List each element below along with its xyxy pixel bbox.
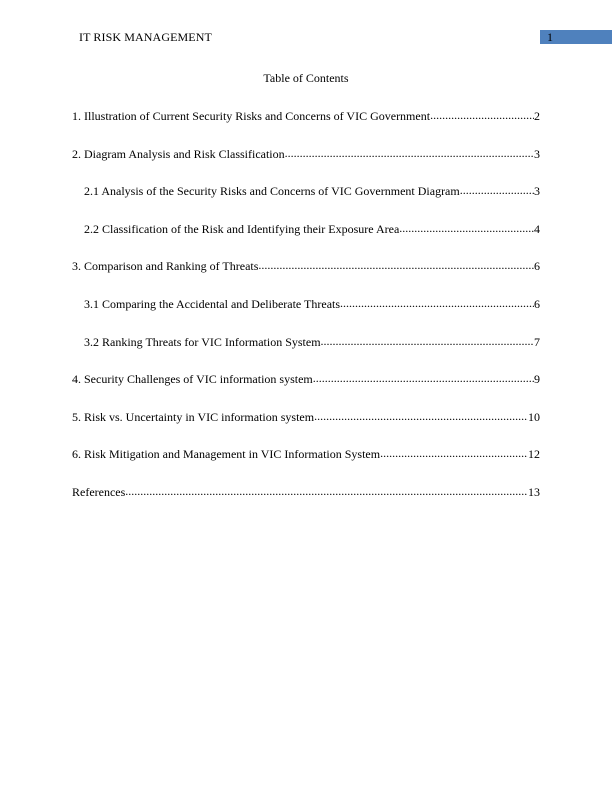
toc-entry-text: 3.2 Ranking Threats for VIC Information System bbox=[84, 334, 321, 349]
toc-entry-page: 9 bbox=[534, 372, 540, 387]
toc-entry-text: 3.1 Comparing the Accidental and Deliberate Threats bbox=[84, 296, 341, 311]
toc-entry[interactable] bbox=[72, 222, 540, 236]
toc-dot-leader bbox=[314, 409, 528, 423]
page-number: 1 bbox=[547, 30, 553, 44]
table-of-contents bbox=[72, 109, 540, 523]
toc-entry-page: 7 bbox=[534, 334, 540, 349]
toc-entry-page: 10 bbox=[528, 409, 540, 424]
toc-entry[interactable] bbox=[72, 297, 540, 311]
toc-entry-text: 2.1 Analysis of the Security Risks and Concerns of VIC Government Diagram bbox=[84, 184, 460, 199]
toc-entry-page: 13 bbox=[528, 484, 540, 499]
toc-entry-page: 4 bbox=[534, 221, 540, 236]
running-head: IT RISK MANAGEMENT bbox=[79, 30, 212, 44]
toc-entry[interactable] bbox=[72, 109, 540, 123]
toc-entry-page: 6 bbox=[534, 296, 540, 311]
toc-entry[interactable] bbox=[72, 447, 540, 461]
toc-entry-page: 2 bbox=[534, 109, 540, 123]
toc-entry-text: 5. Risk vs. Uncertainty in VIC information system bbox=[72, 409, 315, 424]
toc-dot-leader bbox=[340, 296, 534, 310]
toc-entry[interactable] bbox=[72, 259, 540, 273]
toc-entry-page: 3 bbox=[534, 184, 540, 199]
toc-entry-text: 4. Security Challenges of VIC information system bbox=[72, 372, 313, 387]
toc-entry-text: 2. Diagram Analysis and Risk Classification bbox=[72, 146, 285, 161]
toc-entry-text: 2.2 Classification of the Risk and Identifying their Exposure Area bbox=[84, 221, 400, 236]
toc-entry-text: 6. Risk Mitigation and Management in VIC Information System bbox=[72, 447, 381, 462]
toc-dot-leader bbox=[313, 371, 534, 385]
toc-dot-leader bbox=[460, 183, 534, 197]
toc-entry-page: 6 bbox=[534, 259, 540, 274]
toc-entry-text: References bbox=[72, 484, 126, 499]
toc-dot-leader bbox=[258, 258, 534, 272]
page-number-box bbox=[540, 30, 612, 44]
toc-entry-page: 3 bbox=[534, 146, 540, 161]
toc-entry[interactable] bbox=[72, 335, 540, 349]
toc-dot-leader bbox=[321, 334, 534, 348]
toc-entry-text: 1. Illustration of Current Security Risks and Concerns of VIC Government bbox=[72, 109, 431, 123]
toc-dot-leader bbox=[399, 221, 534, 235]
toc-entry[interactable] bbox=[72, 372, 540, 386]
toc-dot-leader bbox=[380, 446, 528, 460]
toc-entry[interactable] bbox=[72, 485, 540, 499]
toc-title: Table of Contents bbox=[263, 71, 349, 85]
toc-dot-leader bbox=[125, 484, 528, 498]
toc-dot-leader bbox=[430, 108, 534, 122]
toc-entry-page: 12 bbox=[528, 447, 540, 462]
toc-entry[interactable] bbox=[72, 147, 540, 161]
toc-entry[interactable] bbox=[72, 184, 540, 198]
toc-entry-text: 3. Comparison and Ranking of Threats bbox=[72, 259, 259, 274]
toc-dot-leader bbox=[285, 146, 534, 160]
toc-entry[interactable] bbox=[72, 410, 540, 424]
